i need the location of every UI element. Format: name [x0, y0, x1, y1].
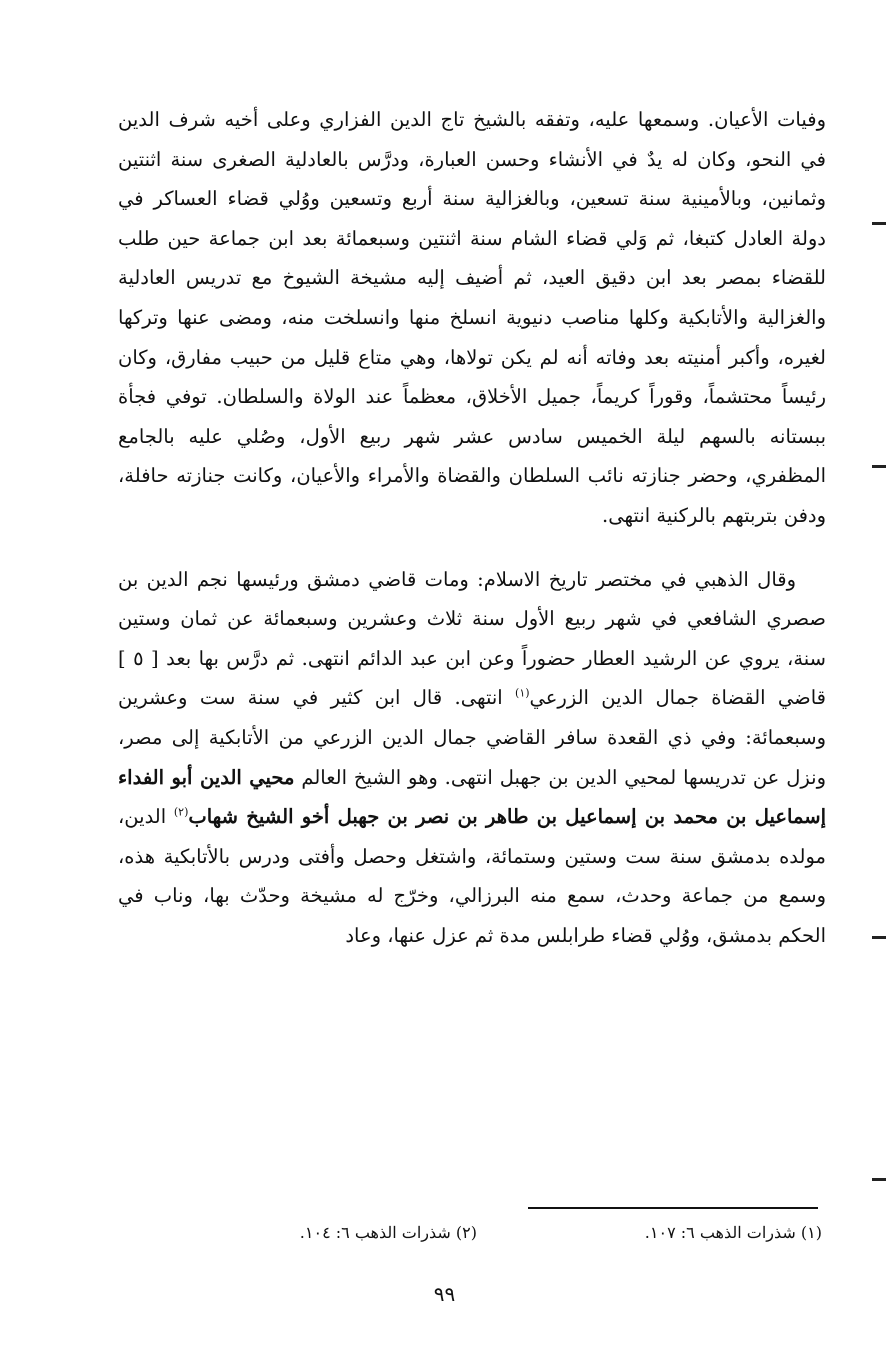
paragraph-2-text-b: انتهى. قال ابن كثير في سنة ست وعشرين وسبعمائة: وفي ذي القعدة سافر القاضي جمال الدين الزرعي من الأتابكية إلى مصر، ونزل عن تدريسها لمحيي الدين بن جهبل انتهى. وهو الشيخ العالم	[118, 686, 826, 789]
scan-edge-mark	[872, 1178, 886, 1181]
footnote-marker-2: (٢)	[173, 805, 189, 819]
body-text	[118, 100, 826, 955]
footnotes	[230, 1218, 822, 1248]
footnote-marker-1: (١)	[515, 686, 530, 700]
paragraph-1: وفيات الأعيان. وسمعها عليه، وتفقه بالشيخ تاج الدين الفزاري وعلى أخيه شرف الدين في النحو، وكان له يدٌ في الأنشاء وحسن العبارة، ودرَّس بالعادلية الصغرى سنة اثنتين وثمانين، وبالأمينية سنة تسعين، وبالغزالية سنة أربع وتسعين ووُلي قضاء العساكر في دولة العادل كتبغا، ثم وَلي قضاء الشام سنة اثنتين وسبعمائة بعد ابن جماعة حين طلب للقضاء بمصر بعد ابن دقيق العيد، ثم أضيف إليه مشيخة الشيوخ مع تدريس العادلية والغزالية والأتابكية وكلها مناصب دنيوية انسلخ منها وانسلخت منه، ومضى عنها وتركها لغيره، وأكبر أمنيته بعد وفاته أنه لم يكن تولاها، وهي متاع قليل من حبيب مفارق، وكان رئيساً محتشماً، وقوراً كريماً، جميل الأخلاق، معظماً عند الولاة والسلطان. توفي فجأة ببستانه بالسهم ليلة الخميس سادس عشر شهر ربيع الأول، وصُلي عليه بالجامع المظفري، وحضر جنازته نائب السلطان والقضاة والأمراء والأعيان، وكانت جنازته حافلة، ودفن بتربتهم بالركنية انتهى.	[118, 108, 827, 527]
paragraph-2-text-c: الدين، مولده بدمشق سنة ست وستين وستمائة، واشتغل وحصل وأفتى ودرس بالأتابكية هذه، وسمع من جماعة وحدث، سمع منه البرزالي، وخرّج له مشيخة وحدّث بها، وناب في الحكم بدمشق، ووُلي قضاء طرابلس مدة ثم عزل عنها، وعاد	[118, 805, 826, 947]
page-number: ٩٩	[433, 1282, 456, 1306]
bold-scholar-name: محيي الدين أبو الفداء إسماعيل بن محمد بن إسماعيل بن طاهر بن نصر بن جهبل أخو الشيخ شهاب	[118, 765, 826, 829]
scan-edge-mark	[872, 936, 886, 939]
scan-edge-mark	[872, 222, 886, 225]
paragraph-2-text-a: وقال الذهبي في مختصر تاريخ الاسلام: ومات قاضي دمشق ورئيسها نجم الدين بن صصري الشافعي في شهر ربيع الأول سنة ثلاث وعشرين وسبعمائة عن ثمان وستين سنة، يروي عن الرشيد العطار حضوراً وعن ابن عبد الدائم انتهى. ثم درَّس بها بعد [ ٥ ] قاضي القضاة جمال الدين الزرعي	[118, 567, 826, 710]
footnote-1: (١) شذرات الذهب ٦: ١٠٧.	[644, 1223, 822, 1242]
footnote-divider	[528, 1207, 818, 1209]
footnote-2: (٢) شذرات الذهب ٦: ١٠٤.	[299, 1223, 477, 1242]
paragraph-2	[118, 560, 826, 956]
scan-edge-mark	[872, 465, 886, 468]
